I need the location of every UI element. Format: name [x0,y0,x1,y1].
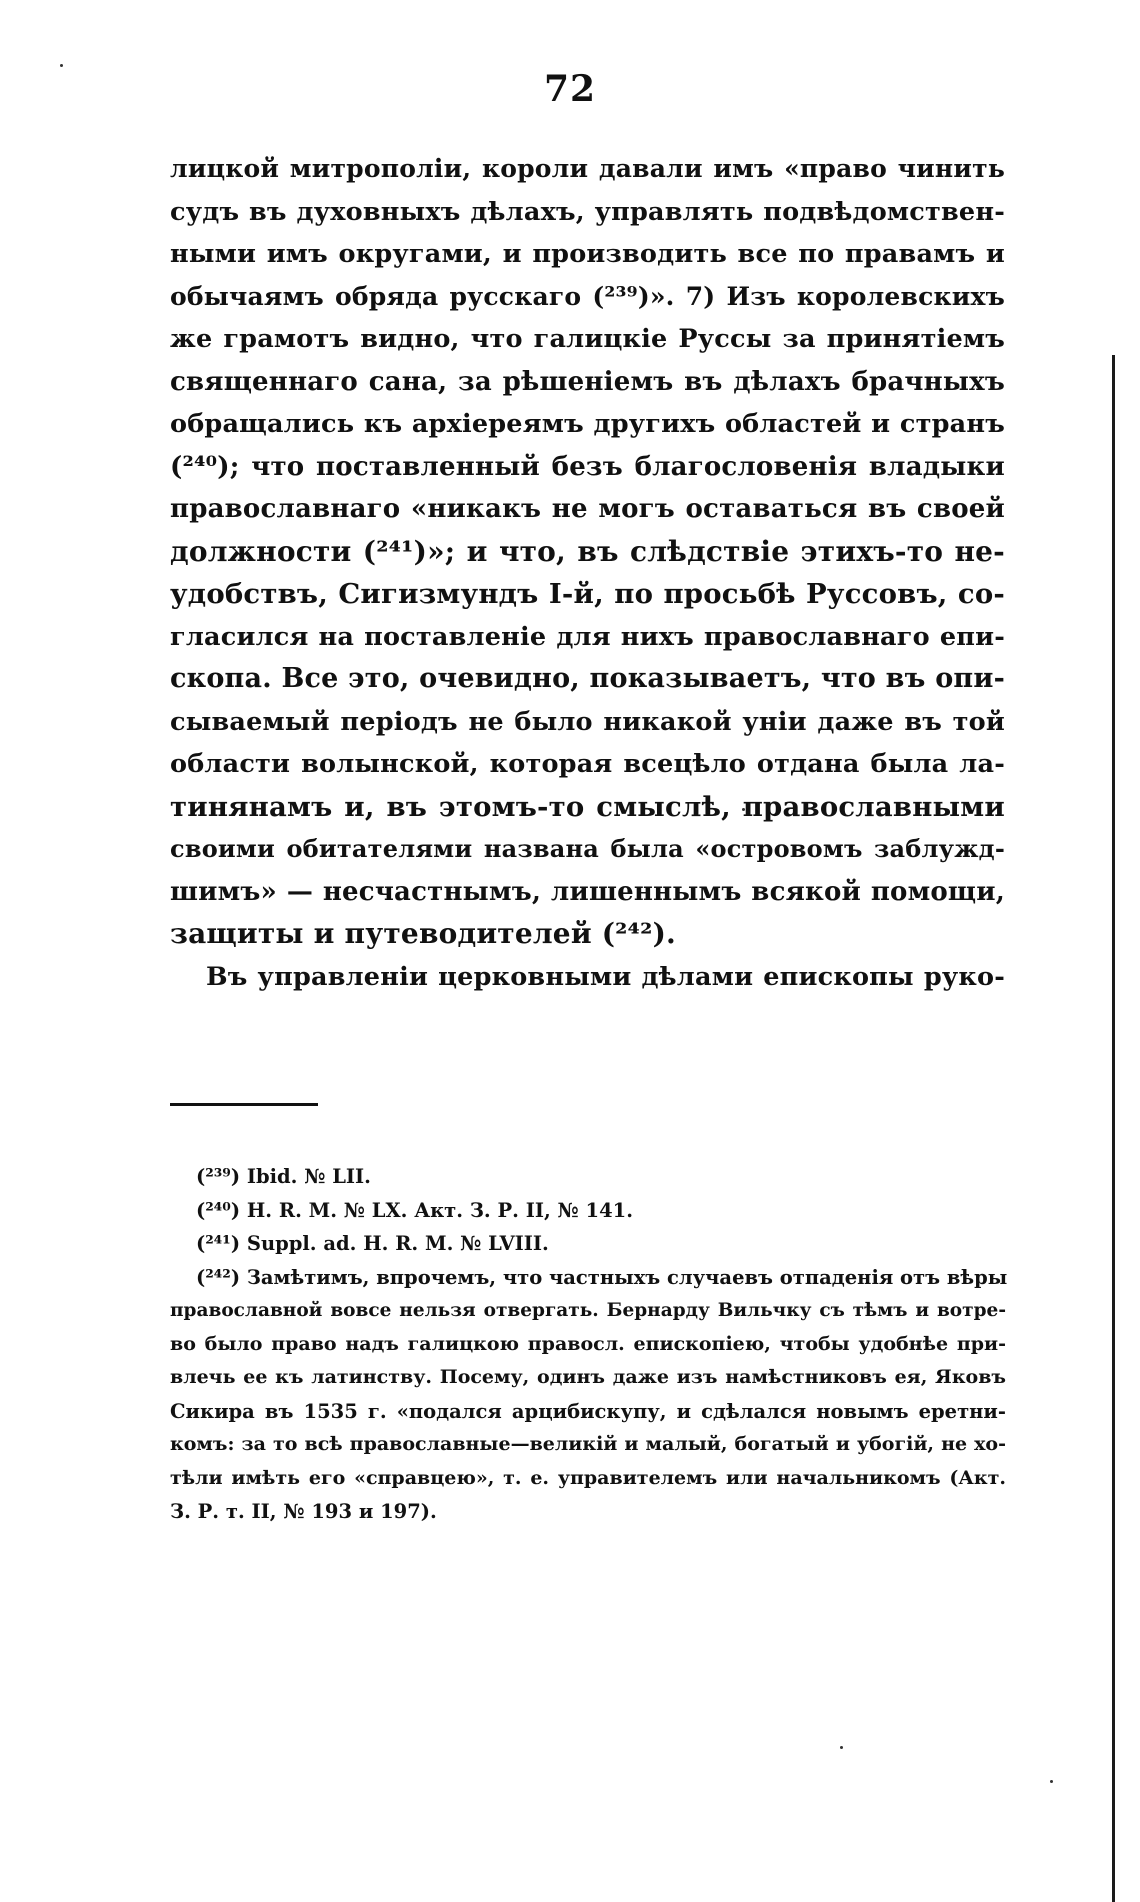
text-line: священнаго сана, за рѣшеніемъ въ дѣлахъ брачныхъ [170,366,1005,397]
text-line: своими обитателями названа была «островомъ заблужд- [170,834,1005,863]
text-line: гласился на поставленіе для нихъ православнаго епи- [170,621,1005,652]
text-line: ными имъ округами, и производить все по правамъ и [170,239,1005,269]
text-line: (²⁴⁰); что поставленный безъ благословенія владыки [170,451,1005,482]
text-line: обычаямъ обряда русскаго (²³⁹)». 7) Изъ королевскихъ [170,281,1005,311]
text-line: же грамотъ видно, что галицкіе Руссы за принятіемъ [170,324,1005,354]
footnote-241: (²⁴¹) Suppl. ad. H. R. M. № LVIII. [196,1232,549,1255]
footnote-line: во было право надъ галицкою правосл. епископіею, чтобы удобнѣе при- [170,1332,1006,1355]
text-line: Въ управленіи церковными дѣлами епископы руко- [206,961,1005,992]
text-line: тинянамъ и, въ этомъ-то смыслѣ, православными [170,790,1005,823]
footnote-239: (²³⁹) Ibid. № LII. [196,1165,371,1188]
footnote-line: З. Р. т. II, № 193 и 197). [170,1500,437,1523]
text-line: защиты и путеводителей (²⁴²). [170,917,676,950]
footnote-line: православной вовсе нельзя отвергать. Бернарду Вильчку съ тѣмъ и вотре- [170,1300,1006,1321]
text-line: обращались къ архіереямъ другихъ областей и странъ [170,409,1005,439]
scan-speck [60,64,63,67]
main-text [170,148,1005,998]
footnote-line: Сикира въ 1535 г. «подался арцибискупу, и сдѣлался новымъ еретни- [170,1399,1006,1423]
page-edge-rule [1112,355,1115,1902]
text-line: православнаго «никакъ не могъ оставаться въ своей [170,494,1005,524]
page-number: 72 [543,68,597,110]
footnote-line: тѣли имѣть его «справцею», т. е. управителемъ или начальникомъ (Акт. [170,1466,1006,1489]
footnote-242: (²⁴²) Замѣтимъ, впрочемъ, что частныхъ случаевъ отпаденія отъ вѣры [196,1265,1008,1289]
text-line: удобствъ, Сигизмундъ I-й, по просьбѣ Руссовъ, со- [170,578,1005,610]
footnote-separator [170,1103,318,1106]
footnote-line: комъ: за то всѣ православные—великій и малый, богатый и убогій, не хо- [170,1433,1006,1455]
text-line: судъ въ духовныхъ дѣлахъ, управлять подвѣдомствен- [170,196,1005,227]
text-line: области волынской, которая всецѣло отдана была ла- [170,749,1005,779]
footnote-line: влечь ее къ латинству. Посему, одинъ даже изъ намѣстниковъ ея, Яковъ [170,1366,1006,1388]
footnotes [170,1160,1008,1529]
text-line: шимъ» — несчастнымъ, лишеннымъ всякой помощи, [170,876,1005,907]
scan-speck [1050,1780,1053,1783]
text-line: должности (²⁴¹)»; и что, въ слѣдствіе этихъ-то не- [170,534,1005,568]
text-line: скопа. Все это, очевидно, показываетъ, что въ опи- [170,663,1005,694]
text-line: сываемый періодъ не было никакой уніи даже въ той [170,706,1005,737]
scan-speck [840,1746,843,1749]
footnote-240: (²⁴⁰) Н. R. М. № LX. Акт. З. Р. II, № 141. [196,1198,634,1222]
text-line: лицкой митрополіи, короли давали имъ «право чинить [170,154,1005,183]
